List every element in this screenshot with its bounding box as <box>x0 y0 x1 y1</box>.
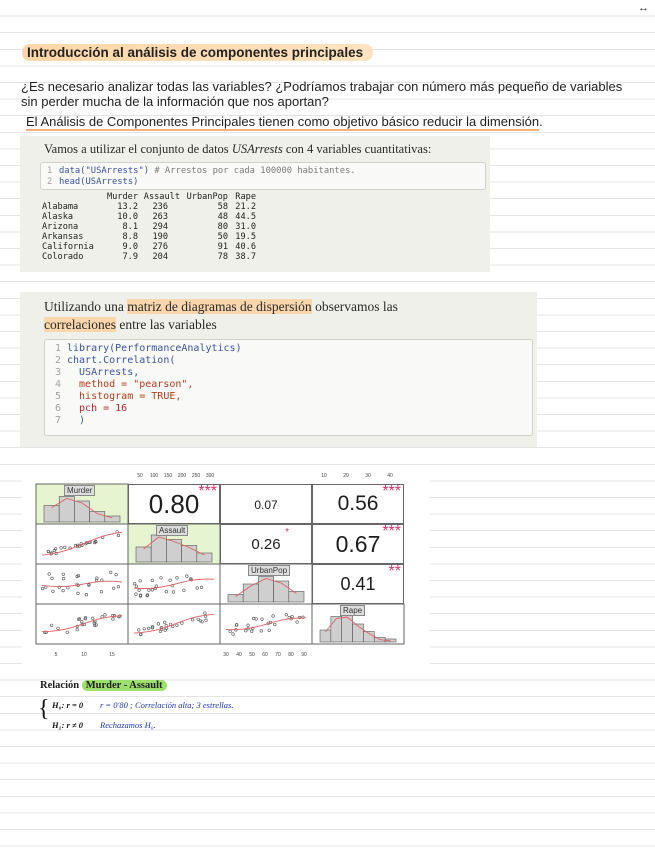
relation-label-text: Relación <box>40 680 80 691</box>
line-number: 7 <box>55 415 62 426</box>
code-line <box>55 343 242 354</box>
table-row <box>42 232 256 242</box>
table-cell: 263 <box>152 212 168 222</box>
brace-icon: { <box>38 696 50 722</box>
correlation-cell <box>220 484 312 524</box>
dataset-name: USArrests <box>231 142 283 156</box>
table-cell: Alaska <box>42 212 74 222</box>
table-cell: 58 <box>217 202 228 212</box>
table-header: Murder <box>106 192 138 202</box>
code-line <box>55 391 181 402</box>
code-line <box>55 355 175 366</box>
bottom-tick-label: 10 <box>81 652 87 658</box>
table-header: UrbanPop <box>186 192 228 202</box>
correlation-value: 0.67 <box>335 531 381 558</box>
table-row <box>42 222 256 232</box>
table-cell: 9.0 <box>122 242 138 252</box>
table-header: Rape <box>235 192 256 202</box>
code-line <box>55 367 139 378</box>
line-number: 4 <box>55 379 62 390</box>
top-tick-label: 40 <box>387 473 393 479</box>
code-text: pch = 16 <box>67 403 128 414</box>
table-cell: 7.9 <box>122 252 138 262</box>
code-line <box>55 379 193 390</box>
correlation-matrix-figure <box>22 467 430 664</box>
objective-period: . <box>539 114 543 129</box>
table-cell: Colorado <box>42 252 84 262</box>
objective-underlined: El Análisis de Componentes Principales tienen como objetivo básico reducir la dimensión <box>26 114 540 129</box>
code-text: histogram = TRUE, <box>67 391 182 402</box>
correlation-cell <box>312 484 404 524</box>
table-cell: 38.7 <box>235 252 256 262</box>
significance-stars: *** <box>382 524 401 540</box>
correlation-intro-pre: Utilizando una <box>44 299 128 314</box>
bottom-tick-label: 50 <box>249 652 255 658</box>
table-cell: 31.0 <box>235 222 256 232</box>
significance-stars: *** <box>382 484 401 500</box>
table-row <box>42 212 256 222</box>
dataset-intro-post: con 4 variables cuantitativas: <box>282 142 432 156</box>
table-cell: Alabama <box>42 202 79 212</box>
code-line <box>55 403 127 414</box>
table-cell: 190 <box>152 232 168 242</box>
top-tick-label: 100 <box>149 473 159 479</box>
alt-hypothesis: H₁: r ≠ 0 <box>52 720 84 730</box>
top-tick-label: 20 <box>343 473 349 479</box>
table-cell: 276 <box>152 242 168 252</box>
table-cell: Arkansas <box>42 232 84 242</box>
top-tick-label: 200 <box>177 473 187 479</box>
code-block-chart <box>44 339 533 436</box>
variable-label: Assault <box>156 525 188 536</box>
objective-text <box>26 114 543 129</box>
table-cell: Arizona <box>42 222 79 232</box>
significance-stars: * <box>285 527 289 538</box>
table-cell: California <box>42 242 94 252</box>
table-cell: 294 <box>152 222 168 232</box>
expand-arrows-icon[interactable]: ↔ <box>638 2 649 14</box>
table-cell: 78 <box>217 252 228 262</box>
table-cell: 80 <box>217 222 228 232</box>
highlight-scatter-matrix: matriz de diagramas de dispersión <box>127 299 312 314</box>
top-tick-label: 30 <box>365 473 371 479</box>
dataset-intro <box>44 142 431 157</box>
correlation-intro-post: entre las variables <box>115 317 217 332</box>
variable-label: Murder <box>64 485 95 496</box>
null-hypothesis: H₀: r = 0 <box>52 700 84 710</box>
bottom-tick-label: 5 <box>54 652 58 658</box>
correlation-cell <box>312 564 404 604</box>
correlation-cell <box>128 484 220 524</box>
line-number: 5 <box>55 391 62 402</box>
code-text: USArrests, <box>67 367 140 378</box>
line-number: 1 <box>55 343 62 354</box>
table-cell: 21.2 <box>235 202 256 212</box>
page-title: Introducción al análisis de componentes principales <box>22 44 373 61</box>
table-header-row <box>42 192 256 202</box>
highlight-correlations: correlaciones <box>44 317 116 332</box>
bottom-tick-label: 60 <box>262 652 268 658</box>
code-text: method = "pearson", <box>67 379 194 390</box>
code-line <box>47 166 356 176</box>
null-hypothesis-result: r = 0'80 ; Correlación alta; 3 estrellas. <box>100 700 234 710</box>
code-call: data("USArrests") <box>59 166 150 176</box>
correlation-value: 0.07 <box>254 497 278 512</box>
line-number: 6 <box>55 403 62 414</box>
dataset-panel <box>20 136 490 272</box>
bottom-tick-label: 15 <box>109 652 115 658</box>
alt-hypothesis-result: Rechazamos H₀. <box>100 720 156 730</box>
bottom-tick-label: 70 <box>275 652 281 658</box>
code-line <box>55 415 85 426</box>
correlation-value: 0.56 <box>337 492 379 516</box>
top-tick-label: 50 <box>137 473 143 479</box>
code-comment: # Arrestos por cada 100000 habitantes. <box>149 166 356 176</box>
code-call: head(USArrests) <box>59 177 139 187</box>
table-cell: 8.1 <box>122 222 138 232</box>
table-cell: 8.8 <box>122 232 138 242</box>
code-text: library(PerformanceAnalytics) <box>67 343 242 354</box>
bottom-tick-label: 90 <box>301 652 307 658</box>
top-tick-label: 10 <box>321 473 327 479</box>
table-cell: 13.2 <box>117 202 138 212</box>
table-cell: 44.5 <box>235 212 256 222</box>
correlation-value: 0.41 <box>340 574 376 595</box>
table-cell: 204 <box>152 252 168 262</box>
top-tick-label: 150 <box>163 473 173 479</box>
table-cell: 48 <box>217 212 228 222</box>
table-row <box>42 252 256 262</box>
table-cell: 91 <box>217 242 228 252</box>
bottom-tick-label: 80 <box>288 652 294 658</box>
table-cell: 236 <box>152 202 168 212</box>
table-cell: 19.5 <box>235 232 256 242</box>
dataset-intro-pre: Vamos a utilizar el conjunto de datos <box>44 142 232 156</box>
bottom-tick-label: 40 <box>236 652 242 658</box>
line-number: 2 <box>55 355 62 366</box>
code-block-data <box>40 162 486 190</box>
top-tick-label: 300 <box>205 473 215 479</box>
line-number: 3 <box>55 367 62 378</box>
code-text: ) <box>67 415 86 426</box>
correlation-matrix-cells <box>22 467 430 664</box>
relation-label <box>40 680 167 691</box>
correlation-intro <box>44 298 398 334</box>
correlation-value: 0.80 <box>148 489 200 520</box>
bottom-tick-label: 30 <box>223 652 229 658</box>
data-table <box>42 192 256 262</box>
correlation-cell <box>312 524 404 564</box>
code-text: chart.Correlation( <box>67 355 176 366</box>
variable-label: UrbanPop <box>248 565 290 576</box>
correlation-value: 0.26 <box>251 536 281 553</box>
line-number: 2 <box>47 177 53 187</box>
code-line <box>47 177 138 187</box>
intro-question: ¿Es necesario analizar todas las variables? ¿Podríamos trabajar con número más pequeño de variables sin perder mucha de la información que nos aportan? <box>21 79 623 109</box>
table-row <box>42 242 256 252</box>
relation-highlight: Murder - Assault <box>82 680 167 691</box>
table-header <box>42 192 102 202</box>
table-row <box>42 202 256 212</box>
significance-stars: *** <box>198 484 217 500</box>
variable-label: Rape <box>340 605 365 616</box>
table-cell: 10.0 <box>117 212 138 222</box>
correlation-intro-mid: observamos las <box>311 299 398 314</box>
correlation-panel <box>20 292 537 447</box>
significance-stars: ** <box>388 564 401 580</box>
line-number: 1 <box>47 166 53 176</box>
top-tick-label: 250 <box>191 473 201 479</box>
table-cell: 40.6 <box>235 242 256 252</box>
table-cell: 50 <box>217 232 228 242</box>
table-header: Assault <box>143 192 180 202</box>
correlation-cell <box>220 524 312 564</box>
